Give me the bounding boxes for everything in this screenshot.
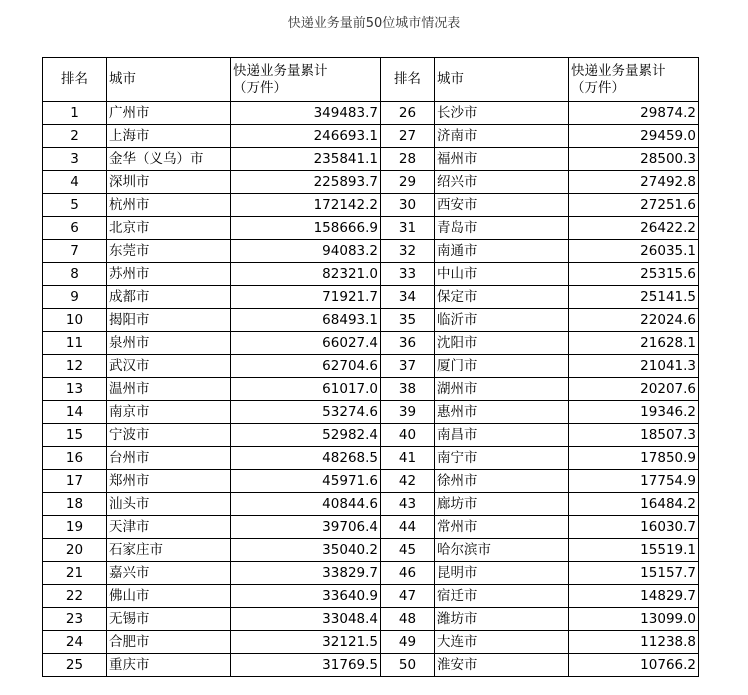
city-cell: 合肥市 [107, 631, 231, 654]
city-cell: 台州市 [107, 447, 231, 470]
city-cell: 成都市 [107, 286, 231, 309]
volume-cell: 13099.0 [569, 608, 699, 631]
page-title: 快递业务量前50位城市情况表 [287, 16, 461, 31]
table-row [43, 332, 699, 355]
header-volume-line2: （万件） [571, 79, 625, 96]
city-cell: 厦门市 [435, 355, 569, 378]
city-cell: 杭州市 [107, 194, 231, 217]
city-cell: 中山市 [435, 263, 569, 286]
rank-cell: 50 [381, 654, 435, 677]
volume-cell: 11238.8 [569, 631, 699, 654]
header-volume [231, 58, 381, 102]
volume-cell: 53274.6 [231, 401, 381, 424]
city-cell: 大连市 [435, 631, 569, 654]
volume-cell: 158666.9 [231, 217, 381, 240]
volume-cell: 61017.0 [231, 378, 381, 401]
rank-cell: 4 [43, 171, 107, 194]
city-cell: 常州市 [435, 516, 569, 539]
volume-cell: 29459.0 [569, 125, 699, 148]
rank-cell: 26 [381, 102, 435, 125]
rank-cell: 13 [43, 378, 107, 401]
volume-cell: 33640.9 [231, 585, 381, 608]
table-row [43, 286, 699, 309]
volume-cell: 225893.7 [231, 171, 381, 194]
table-row [43, 562, 699, 585]
city-cell: 武汉市 [107, 355, 231, 378]
city-cell: 廊坊市 [435, 493, 569, 516]
city-cell: 广州市 [107, 102, 231, 125]
table-header-row [43, 58, 699, 102]
rank-cell: 12 [43, 355, 107, 378]
city-cell: 上海市 [107, 125, 231, 148]
city-cell: 苏州市 [107, 263, 231, 286]
volume-cell: 68493.1 [231, 309, 381, 332]
city-cell: 长沙市 [435, 102, 569, 125]
volume-cell: 71921.7 [231, 286, 381, 309]
rank-cell: 10 [43, 309, 107, 332]
city-cell: 哈尔滨市 [435, 539, 569, 562]
volume-cell: 32121.5 [231, 631, 381, 654]
city-cell: 重庆市 [107, 654, 231, 677]
rank-cell: 22 [43, 585, 107, 608]
table-row [43, 240, 699, 263]
city-cell: 惠州市 [435, 401, 569, 424]
rank-cell: 38 [381, 378, 435, 401]
volume-cell: 25141.5 [569, 286, 699, 309]
header-volume-line2: （万件） [233, 79, 287, 96]
rank-cell: 49 [381, 631, 435, 654]
rank-cell: 33 [381, 263, 435, 286]
table-row [43, 654, 699, 677]
table-row [43, 539, 699, 562]
city-cell: 宁波市 [107, 424, 231, 447]
rank-cell: 42 [381, 470, 435, 493]
city-cell: 揭阳市 [107, 309, 231, 332]
rank-cell: 39 [381, 401, 435, 424]
volume-cell: 26422.2 [569, 217, 699, 240]
volume-cell: 235841.1 [231, 148, 381, 171]
city-volume-table [42, 57, 699, 677]
city-cell: 济南市 [435, 125, 569, 148]
city-cell: 天津市 [107, 516, 231, 539]
header-volume-line1: 快递业务量累计 [571, 62, 666, 79]
volume-cell: 33048.4 [231, 608, 381, 631]
rank-cell: 3 [43, 148, 107, 171]
city-cell: 泉州市 [107, 332, 231, 355]
rank-cell: 41 [381, 447, 435, 470]
volume-cell: 22024.6 [569, 309, 699, 332]
city-cell: 温州市 [107, 378, 231, 401]
city-cell: 南宁市 [435, 447, 569, 470]
table-row [43, 401, 699, 424]
rank-cell: 21 [43, 562, 107, 585]
rank-cell: 18 [43, 493, 107, 516]
rank-cell: 29 [381, 171, 435, 194]
rank-cell: 27 [381, 125, 435, 148]
city-cell: 无锡市 [107, 608, 231, 631]
table-row [43, 309, 699, 332]
rank-cell: 37 [381, 355, 435, 378]
volume-cell: 62704.6 [231, 355, 381, 378]
volume-cell: 349483.7 [231, 102, 381, 125]
header-rank: 排名 [43, 58, 107, 102]
volume-cell: 27251.6 [569, 194, 699, 217]
city-cell: 青岛市 [435, 217, 569, 240]
table-row [43, 608, 699, 631]
volume-cell: 17850.9 [569, 447, 699, 470]
rank-cell: 47 [381, 585, 435, 608]
rank-cell: 34 [381, 286, 435, 309]
rank-cell: 32 [381, 240, 435, 263]
volume-cell: 21628.1 [569, 332, 699, 355]
volume-cell: 18507.3 [569, 424, 699, 447]
city-cell: 淮安市 [435, 654, 569, 677]
rank-cell: 20 [43, 539, 107, 562]
city-cell: 潍坊市 [435, 608, 569, 631]
volume-cell: 52982.4 [231, 424, 381, 447]
volume-cell: 16030.7 [569, 516, 699, 539]
volume-cell: 20207.6 [569, 378, 699, 401]
volume-cell: 35040.2 [231, 539, 381, 562]
table-row [43, 378, 699, 401]
city-cell: 北京市 [107, 217, 231, 240]
city-cell: 徐州市 [435, 470, 569, 493]
volume-cell: 27492.8 [569, 171, 699, 194]
city-cell: 昆明市 [435, 562, 569, 585]
city-cell: 郑州市 [107, 470, 231, 493]
rank-cell: 46 [381, 562, 435, 585]
rank-cell: 16 [43, 447, 107, 470]
header-volume-line1: 快递业务量累计 [233, 62, 328, 79]
volume-cell: 15157.7 [569, 562, 699, 585]
volume-cell: 17754.9 [569, 470, 699, 493]
city-cell: 临沂市 [435, 309, 569, 332]
volume-cell: 39706.4 [231, 516, 381, 539]
city-cell: 南通市 [435, 240, 569, 263]
city-cell: 沈阳市 [435, 332, 569, 355]
rank-cell: 44 [381, 516, 435, 539]
table-row [43, 263, 699, 286]
volume-cell: 10766.2 [569, 654, 699, 677]
volume-cell: 25315.6 [569, 263, 699, 286]
city-cell: 石家庄市 [107, 539, 231, 562]
rank-cell: 40 [381, 424, 435, 447]
header-city: 城市 [435, 58, 569, 102]
volume-cell: 14829.7 [569, 585, 699, 608]
rank-cell: 25 [43, 654, 107, 677]
rank-cell: 15 [43, 424, 107, 447]
volume-cell: 16484.2 [569, 493, 699, 516]
rank-cell: 11 [43, 332, 107, 355]
rank-cell: 36 [381, 332, 435, 355]
table-row [43, 102, 699, 125]
city-cell: 西安市 [435, 194, 569, 217]
city-cell: 保定市 [435, 286, 569, 309]
rank-cell: 1 [43, 102, 107, 125]
volume-cell: 15519.1 [569, 539, 699, 562]
volume-cell: 82321.0 [231, 263, 381, 286]
rank-cell: 19 [43, 516, 107, 539]
rank-cell: 45 [381, 539, 435, 562]
city-cell: 绍兴市 [435, 171, 569, 194]
table-row [43, 217, 699, 240]
rank-cell: 28 [381, 148, 435, 171]
table-row [43, 125, 699, 148]
header-city: 城市 [107, 58, 231, 102]
city-cell: 东莞市 [107, 240, 231, 263]
rank-cell: 2 [43, 125, 107, 148]
volume-cell: 45971.6 [231, 470, 381, 493]
volume-cell: 172142.2 [231, 194, 381, 217]
rank-cell: 24 [43, 631, 107, 654]
rank-cell: 7 [43, 240, 107, 263]
table-row [43, 194, 699, 217]
volume-cell: 66027.4 [231, 332, 381, 355]
rank-cell: 6 [43, 217, 107, 240]
volume-cell: 31769.5 [231, 654, 381, 677]
rank-cell: 17 [43, 470, 107, 493]
volume-cell: 29874.2 [569, 102, 699, 125]
rank-cell: 8 [43, 263, 107, 286]
table-row [43, 424, 699, 447]
volume-cell: 94083.2 [231, 240, 381, 263]
city-cell: 福州市 [435, 148, 569, 171]
city-cell: 湖州市 [435, 378, 569, 401]
volume-cell: 33829.7 [231, 562, 381, 585]
volume-cell: 40844.6 [231, 493, 381, 516]
rank-cell: 9 [43, 286, 107, 309]
rank-cell: 14 [43, 401, 107, 424]
city-cell: 深圳市 [107, 171, 231, 194]
rank-cell: 5 [43, 194, 107, 217]
table-row [43, 171, 699, 194]
volume-cell: 21041.3 [569, 355, 699, 378]
table-row [43, 493, 699, 516]
table-row [43, 470, 699, 493]
city-cell: 嘉兴市 [107, 562, 231, 585]
rank-cell: 43 [381, 493, 435, 516]
table-row [43, 631, 699, 654]
header-volume [569, 58, 699, 102]
rank-cell: 35 [381, 309, 435, 332]
volume-cell: 246693.1 [231, 125, 381, 148]
table-row [43, 585, 699, 608]
table-row [43, 447, 699, 470]
table-row [43, 148, 699, 171]
header-rank: 排名 [381, 58, 435, 102]
table-row [43, 355, 699, 378]
volume-cell: 48268.5 [231, 447, 381, 470]
rank-cell: 30 [381, 194, 435, 217]
volume-cell: 26035.1 [569, 240, 699, 263]
city-cell: 佛山市 [107, 585, 231, 608]
city-cell: 宿迁市 [435, 585, 569, 608]
rank-cell: 23 [43, 608, 107, 631]
volume-cell: 19346.2 [569, 401, 699, 424]
rank-cell: 31 [381, 217, 435, 240]
rank-cell: 48 [381, 608, 435, 631]
volume-cell: 28500.3 [569, 148, 699, 171]
city-cell: 南昌市 [435, 424, 569, 447]
table-row [43, 516, 699, 539]
city-cell: 汕头市 [107, 493, 231, 516]
city-cell: 金华（义乌）市 [107, 148, 231, 171]
city-cell: 南京市 [107, 401, 231, 424]
